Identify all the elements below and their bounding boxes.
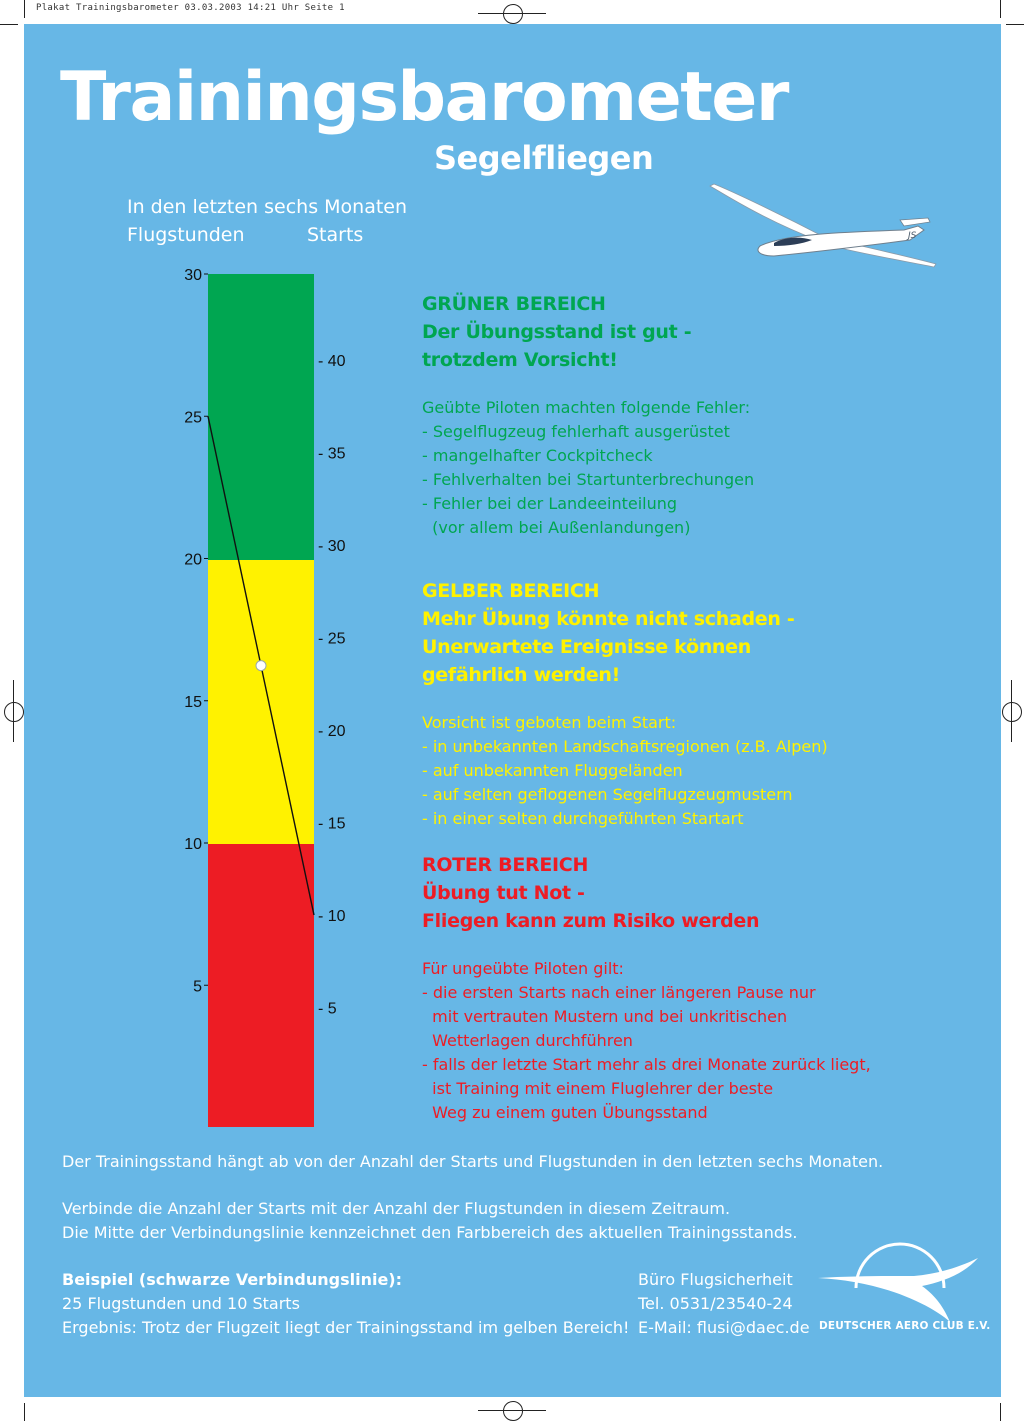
green-zone-heading: GRÜNER BEREICH [422, 293, 606, 315]
flugstunden-tick-label: 10 [184, 836, 202, 853]
crop-mark [24, 0, 25, 18]
yellow-zone-text [422, 577, 982, 831]
contact-block [638, 1268, 810, 1340]
yellow-zone-item: Vorsicht ist geboten beim Start: [422, 713, 677, 732]
yellow-zone-item: - auf unbekannten Fluggeländen [422, 761, 683, 780]
poster [24, 24, 1001, 1397]
starts-tick-label: - 40 [318, 353, 346, 370]
contact-phone: Tel. 0531/23540-24 [638, 1294, 793, 1313]
glider-icon [704, 180, 944, 280]
green-zone-list [422, 396, 982, 540]
registration-mark [503, 1401, 523, 1421]
green-zone-item: Geübte Piloten machten folgende Fehler: [422, 398, 751, 417]
green-zone-item: - Segelflugzeug fehlerhaft ausgerüstet [422, 422, 730, 441]
green-zone-item: - Fehlverhalten bei Startunterbrechungen [422, 470, 755, 489]
green-zone-item: - mangelhafter Cockpitcheck [422, 446, 653, 465]
flugstunden-tick-label: 25 [184, 409, 202, 427]
contact-email: E-Mail: flusi@daec.de [638, 1318, 810, 1337]
red-zone-item: Wetterlagen durchführen [422, 1031, 633, 1050]
starts-tick-label: - 5 [318, 1000, 337, 1018]
axis-left-label: Flugstunden [127, 224, 245, 246]
crop-mark [478, 1410, 546, 1411]
crop-mark [1011, 680, 1012, 742]
crop-mark [24, 1403, 25, 1421]
red-zone-line: Übung tut Not - [422, 882, 585, 904]
starts-tick-label: - 30 [318, 538, 346, 555]
red-zone-list [422, 957, 982, 1125]
red-zone-heading: ROTER BEREICH [422, 854, 589, 876]
starts-scale [318, 353, 346, 1018]
green-zone-bar [208, 274, 314, 560]
axis-right-label: Starts [307, 224, 364, 246]
red-zone-bar [208, 844, 314, 1127]
red-zone-item: - falls der letzte Start mehr als drei Monate zurück liegt, [422, 1055, 871, 1074]
example-values: 25 Flugstunden und 10 Starts [62, 1294, 300, 1313]
example-midpoint-marker [256, 661, 266, 671]
yellow-zone-list [422, 711, 982, 831]
starts-tick-label: - 10 [318, 908, 346, 925]
green-zone-text [422, 290, 982, 540]
starts-tick-label: - 15 [318, 815, 346, 833]
starts-tick-label: - 35 [318, 445, 346, 463]
example-heading: Beispiel (schwarze Verbindungslinie): [62, 1270, 403, 1289]
flugstunden-tick-label: 15 [184, 693, 202, 711]
footer-instruction: Verbinde die Anzahl der Starts mit der Anzahl der Flugstunden in diesem Zeitraum. [62, 1199, 731, 1218]
flugstunden-scale [184, 267, 208, 995]
crop-mark [1006, 24, 1024, 25]
red-zone-item: Für ungeübte Piloten gilt: [422, 959, 624, 978]
red-zone-line: Fliegen kann zum Risiko werden [422, 910, 760, 932]
yellow-zone-item: - in unbekannten Landschaftsregionen (z.B. Alpen) [422, 737, 828, 756]
poster-subtitle: Segelfliegen [434, 139, 654, 177]
footer-instruction: Die Mitte der Verbindungslinie kennzeichnet den Farbbereich des aktuellen Trainingsstands. [62, 1223, 798, 1242]
training-barometer [24, 24, 424, 1154]
starts-tick-label: - 25 [318, 630, 346, 648]
flugstunden-tick-label: 5 [193, 978, 202, 996]
red-zone-text [422, 851, 982, 1125]
glider-marking: JS [908, 231, 917, 241]
example-result: Ergebnis: Trotz der Flugzeit liegt der Trainingsstand im gelben Bereich! [62, 1318, 630, 1337]
registration-mark [503, 4, 523, 24]
crop-mark [13, 680, 14, 742]
yellow-zone-item: - auf selten geflogenen Segelflugzeugmustern [422, 785, 793, 804]
crop-mark [478, 13, 546, 14]
poster-title: Trainingsbarometer [60, 58, 788, 137]
yellow-zone-line: gefährlich werden! [422, 664, 620, 686]
flugstunden-tick-label: 20 [184, 551, 202, 569]
crop-mark [0, 24, 18, 25]
registration-mark [1002, 702, 1022, 722]
flugstunden-tick-label: 30 [184, 267, 202, 284]
logo-text: DEUTSCHER AERO CLUB E.V. [819, 1320, 991, 1332]
green-zone-line: trotzdem Vorsicht! [422, 349, 618, 371]
red-zone-item: mit vertrauten Mustern und bei unkritischen [422, 1007, 788, 1026]
yellow-zone-item: - in einer selten durchgeführten Startart [422, 809, 744, 828]
crop-mark [1000, 0, 1001, 18]
yellow-zone-line: Unerwartete Ereignisse können [422, 636, 751, 658]
footer-explanation: Der Trainingsstand hängt ab von der Anzahl der Starts und Flugstunden in den letzten sechs Monaten. [62, 1152, 884, 1171]
red-zone-item: Weg zu einem guten Übungsstand [422, 1103, 708, 1122]
intro-line: In den letzten sechs Monaten [127, 196, 408, 218]
green-zone-item: - Fehler bei der Landeeinteilung [422, 494, 678, 513]
green-zone-line: Der Übungsstand ist gut - [422, 321, 692, 343]
crop-mark [1000, 1403, 1001, 1421]
green-zone-item: (vor allem bei Außenlandungen) [422, 518, 691, 537]
red-zone-item: - die ersten Starts nach einer längeren Pause nur [422, 983, 816, 1002]
registration-mark [4, 702, 24, 722]
yellow-zone-bar [208, 560, 314, 844]
contact-office: Büro Flugsicherheit [638, 1270, 793, 1289]
yellow-zone-heading: GELBER BEREICH [422, 580, 600, 602]
starts-tick-label: - 20 [318, 723, 346, 740]
red-zone-item: ist Training mit einem Fluglehrer der beste [422, 1079, 774, 1098]
print-header: Plakat Trainingsbarometer 03.03.2003 14:21 Uhr Seite 1 [36, 3, 345, 13]
yellow-zone-line: Mehr Übung könnte nicht schaden - [422, 608, 795, 630]
